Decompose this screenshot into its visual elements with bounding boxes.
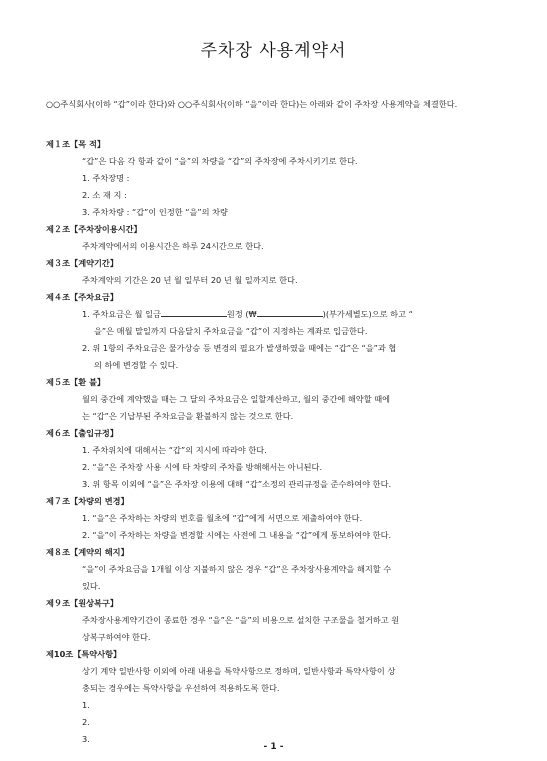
fee-text-b: 원정 (₩: [226, 309, 257, 319]
article-1-line: 1. 주차장명 :: [82, 173, 130, 183]
fee-number-blank: [257, 307, 323, 317]
article-10-line: 충되는 경우에는 특약사항을 우선하여 적용하도록 한다.: [82, 683, 280, 693]
article-2-line: 주차계약에서의 이용시간은 하루 24시간으로 한다.: [82, 241, 264, 251]
article-6: [46, 425, 506, 493]
article-6-line: 1. 주차위치에 대해서는 “갑”의 지시에 따라야 한다.: [82, 445, 267, 455]
page-number: - 1 -: [263, 742, 284, 752]
article-5-heading: 제５조【환 불】: [46, 377, 106, 387]
article-1-line: “갑”은 다음 각 항과 같이 “을”의 차량을 “갑”의 주차장에 주차시키기로 한다.: [82, 156, 358, 166]
article-9-line: 상복구하여야 한다.: [82, 632, 151, 642]
article-4-item-2: 2. 위 1항의 주차요금은 물가상승 등 변경의 필요가 발생하였을 때에는 “갑”은 “을”과 협: [82, 343, 397, 353]
article-2-heading: 제２조【주차장이용시간】: [46, 224, 142, 234]
article-1-line: 3. 주차차량 : “갑”이 인정한 “을”의 차량: [82, 207, 228, 217]
article-3: [46, 255, 506, 289]
article-4-continuation: 을”은 매월 말일까지 다음달치 주차요금을 “갑”이 지정하는 계좌로 입금한다.: [94, 326, 368, 336]
article-8: [46, 544, 506, 595]
article-7: [46, 493, 506, 544]
article-6-line: 2. “을”은 주차장 사용 시에 타 차량의 주차를 방해해서는 아니된다.: [82, 462, 323, 472]
intro-paragraph: ○○주식회사(이하 “갑”이라 한다)와 ○○주식회사(이하 “을”이라 한다)는 아래와 같이 주차장 사용계약을 체결한다.: [46, 99, 458, 109]
articles-section: [46, 136, 506, 748]
article-4-heading: 제４조【주차요금】: [46, 292, 119, 302]
fee-text-c: )(부가세별도)으로 하고 “: [322, 309, 413, 319]
article-9-heading: 제９조【원상복구】: [46, 598, 119, 608]
document-title: 주차장 사용계약서: [200, 41, 347, 61]
article-5: [46, 374, 506, 425]
article-1-heading: 제１조【목 적】: [46, 139, 106, 149]
article-4-fee-line: [46, 306, 506, 323]
article-2: [46, 221, 506, 255]
article-10-line: 상기 계약 일반사항 이외에 아래 내용을 특약사항으로 정하며, 일반사항과 특약사항이 상: [82, 666, 396, 676]
article-6-line: 3. 위 항목 이외에 “을”은 주차장 이용에 대해 “갑”소정의 관리규정을 준수하여야 한다.: [82, 479, 392, 489]
article-5-line: 월의 중간에 계약했을 때는 그 달의 주차요금은 일할계산하고, 월의 중간에 해약할 때에: [82, 394, 391, 404]
article-5-line: 는 “갑”은 기납부된 주차요금을 환불하지 않는 것으로 한다.: [82, 411, 294, 421]
article-8-line: 있다.: [82, 581, 101, 591]
article-7-heading: 제７조【차량의 변경】: [46, 496, 129, 506]
article-10-line: 1.: [82, 700, 90, 710]
article-7-line: 2. “을”이 주차하는 차량을 변경할 시에는 사전에 그 내용을 “갑”에게 통보하여야 한다.: [82, 530, 392, 540]
article-6-heading: 제６조【출입규정】: [46, 428, 119, 438]
article-3-heading: 제３조【계약기간】: [46, 258, 119, 268]
article-10-line: 3.: [82, 734, 90, 744]
article-9-line: 주차장사용계약기간이 종료한 경우 “을”은 “을”의 비용으로 설치한 구조물을 철거하고 원: [82, 615, 400, 625]
article-1: [46, 136, 506, 221]
article-7-line: 1. “을”은 주차하는 차량의 번호를 월초에 “갑”에게 서면으로 제출하여야 한다.: [82, 513, 363, 523]
article-4-item-2-continuation: 의 하에 변경할 수 있다.: [94, 360, 179, 370]
article-10: [46, 646, 506, 748]
article-8-line: “을”이 주차요금을 1개월 이상 지불하지 않은 경우 “갑”은 주차장사용계약을 해지할 수: [82, 564, 392, 574]
article-3-line: 주차계약의 기간은 20 년 월 일부터 20 년 월 일까지로 한다.: [82, 275, 298, 285]
fee-amount-blank: [161, 307, 227, 317]
article-4: [46, 289, 506, 374]
fee-text-a: 1. 주차요금은 월 일금: [82, 309, 161, 319]
article-8-heading: 제８조【계약의 해지】: [46, 547, 129, 557]
article-1-line: 2. 소 재 지 :: [82, 190, 127, 200]
article-10-line: 2.: [82, 717, 90, 727]
article-9: [46, 595, 506, 646]
article-10-heading: 제10조【특약사항】: [46, 649, 122, 659]
